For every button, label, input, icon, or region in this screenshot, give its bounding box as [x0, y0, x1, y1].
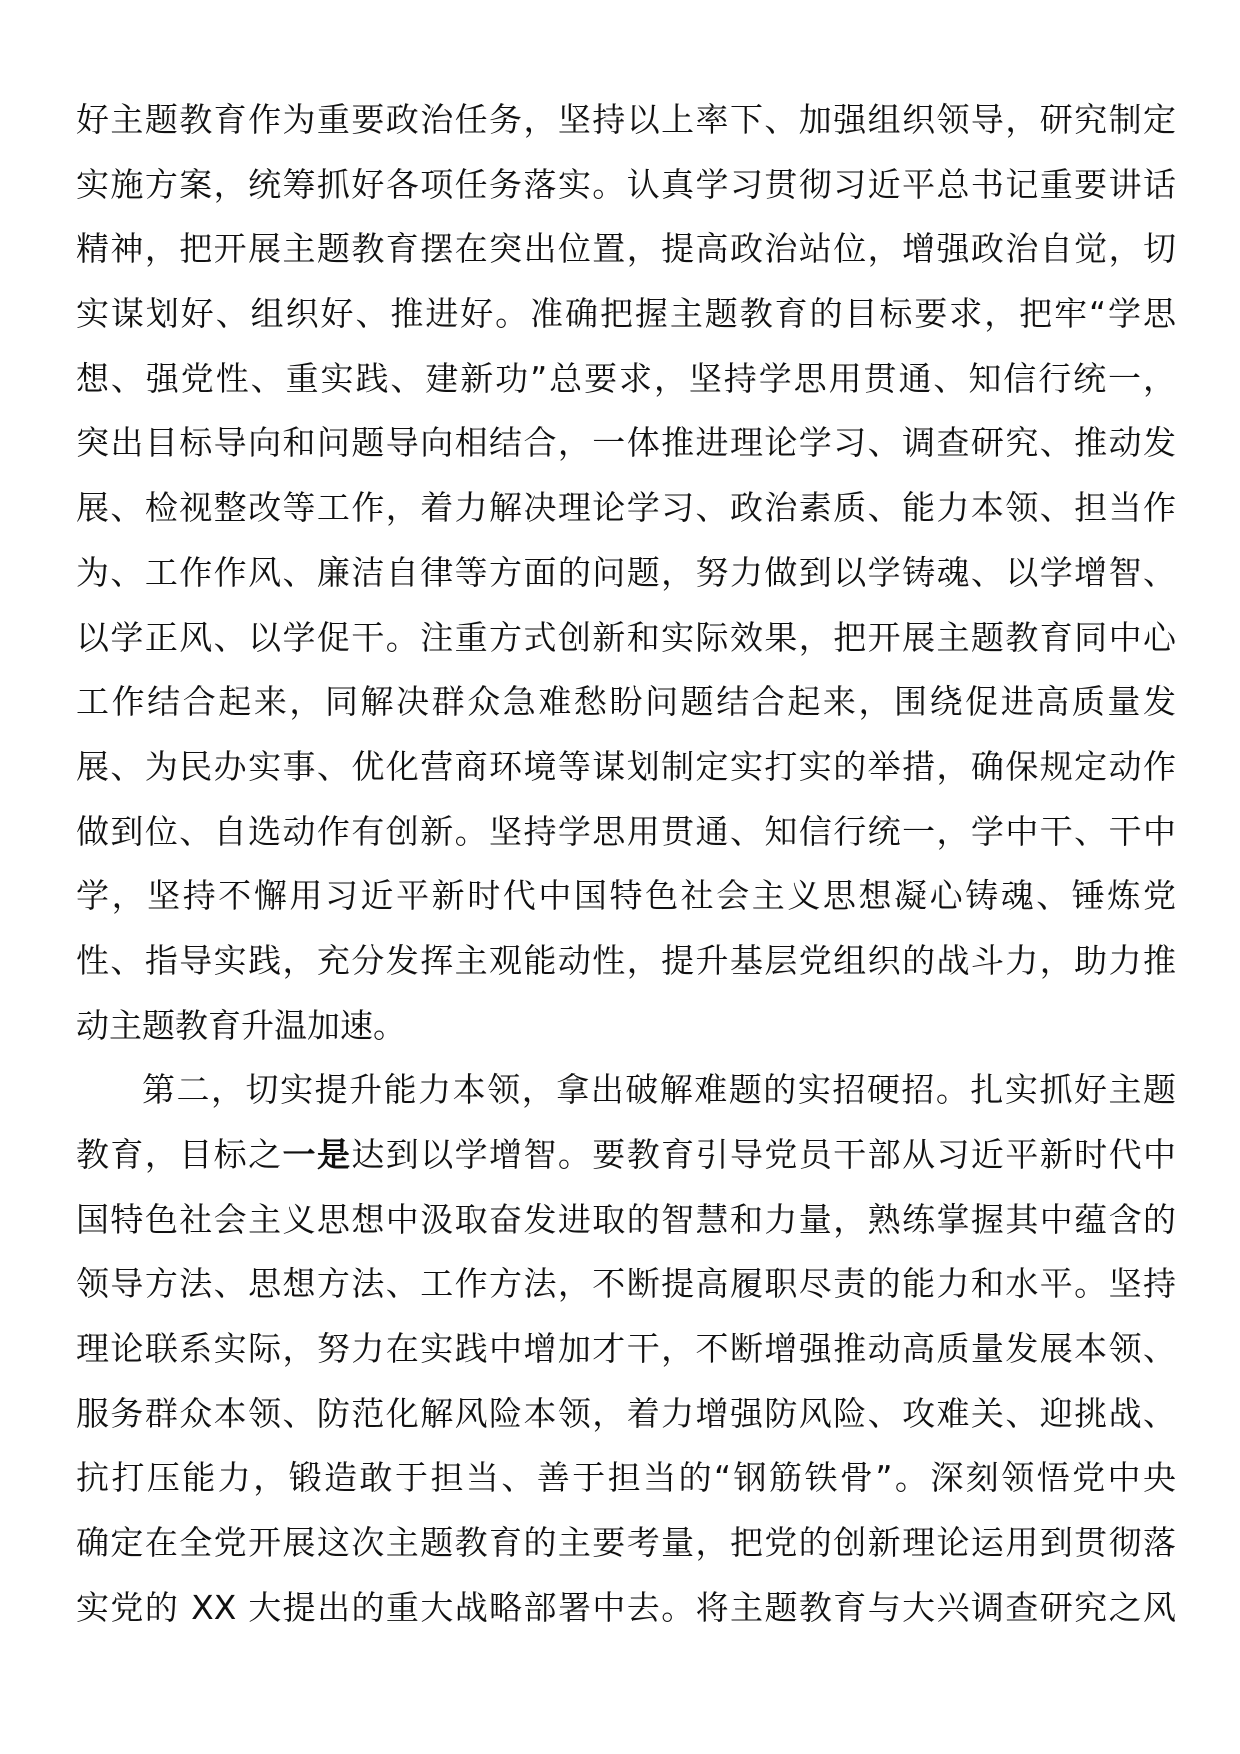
text-line: 确定在全党开展这次主题教育的主要考量，把党的创新理论运用到贯彻落 [76, 1523, 1176, 1563]
text-line: 为、工作作风、廉洁自律等方面的问题，努力做到以学铸魂、以学增智、 [76, 552, 1176, 592]
text-line: 服务群众本领、防范化解风险本领，着力增强防风险、攻难关、迎挑战、 [76, 1393, 1176, 1433]
text-line: 好主题教育作为重要政治任务，坚持以上率下、加强组织领导，研究制定 [76, 100, 1176, 139]
text-line: 想、强党性、重实践、建新功”总要求，坚持学思用贯通、知信行统一， [76, 358, 1176, 398]
text-line: 展、检视整改等工作，着力解决理论学习、政治素质、能力本领、担当作 [76, 488, 1176, 528]
text-line: 理论联系实际，努力在实践中增加才干，不断增强推动高质量发展本领、 [76, 1329, 1176, 1369]
text-line: 实党的 XX 大提出的重大战略部署中去。将主题教育与大兴调查研究之风 [76, 1587, 1176, 1627]
text-line: 学，坚持不懈用习近平新时代中国特色社会主义思想凝心铸魂、锤炼党 [76, 876, 1176, 916]
bold-emphasis: 一是 [282, 1135, 352, 1174]
text-line: 精神，把开展主题教育摆在突出位置，提高政治站位，增强政治自觉，切 [76, 229, 1176, 269]
document-body [76, 88, 1176, 1641]
text-segment: 教育，目标之 [76, 1135, 283, 1174]
text-line: 抗打压能力，锻造敢于担当、善于担当的“钢筋铁骨”。深刻领悟党中央 [76, 1458, 1176, 1498]
paragraph-2-second-line [76, 1123, 1176, 1188]
paragraph-end-line: 动主题教育升温加速。 [76, 1005, 406, 1045]
text-line: 实谋划好、组织好、推进好。准确把握主题教育的目标要求，把牢“学思 [76, 294, 1176, 334]
text-line: 突出目标导向和问题导向相结合，一体推进理论学习、调查研究、推动发 [76, 423, 1176, 463]
text-line: 领导方法、思想方法、工作方法，不断提高履职尽责的能力和水平。坚持 [76, 1264, 1176, 1304]
text-segment: 达到以学增智。要教育引导党员干部从习近平新时代中 [351, 1135, 1177, 1174]
text-line: 国特色社会主义思想中汲取奋发进取的智慧和力量，熟练掌握其中蕴含的 [76, 1199, 1176, 1239]
text-line: 性、指导实践，充分发挥主观能动性，提升基层党组织的战斗力，助力推 [76, 940, 1176, 980]
text-line: 做到位、自选动作有创新。坚持学思用贯通、知信行统一，学中干、干中 [76, 811, 1176, 851]
text-line: 展、为民办实事、优化营商环境等谋划制定实打实的举措，确保规定动作 [76, 746, 1176, 786]
paragraph-2-first-line: 第二，切实提升能力本领，拿出破解难题的实招硬招。扎实抓好主题 [142, 1070, 1176, 1110]
text-line: 工作结合起来，同解决群众急难愁盼问题结合起来，围绕促进高质量发 [76, 682, 1176, 722]
text-line: 实施方案，统筹抓好各项任务落实。认真学习贯彻习近平总书记重要讲话 [76, 164, 1176, 204]
text-line: 以学正风、以学促干。注重方式创新和实际效果，把开展主题教育同中心 [76, 617, 1176, 657]
